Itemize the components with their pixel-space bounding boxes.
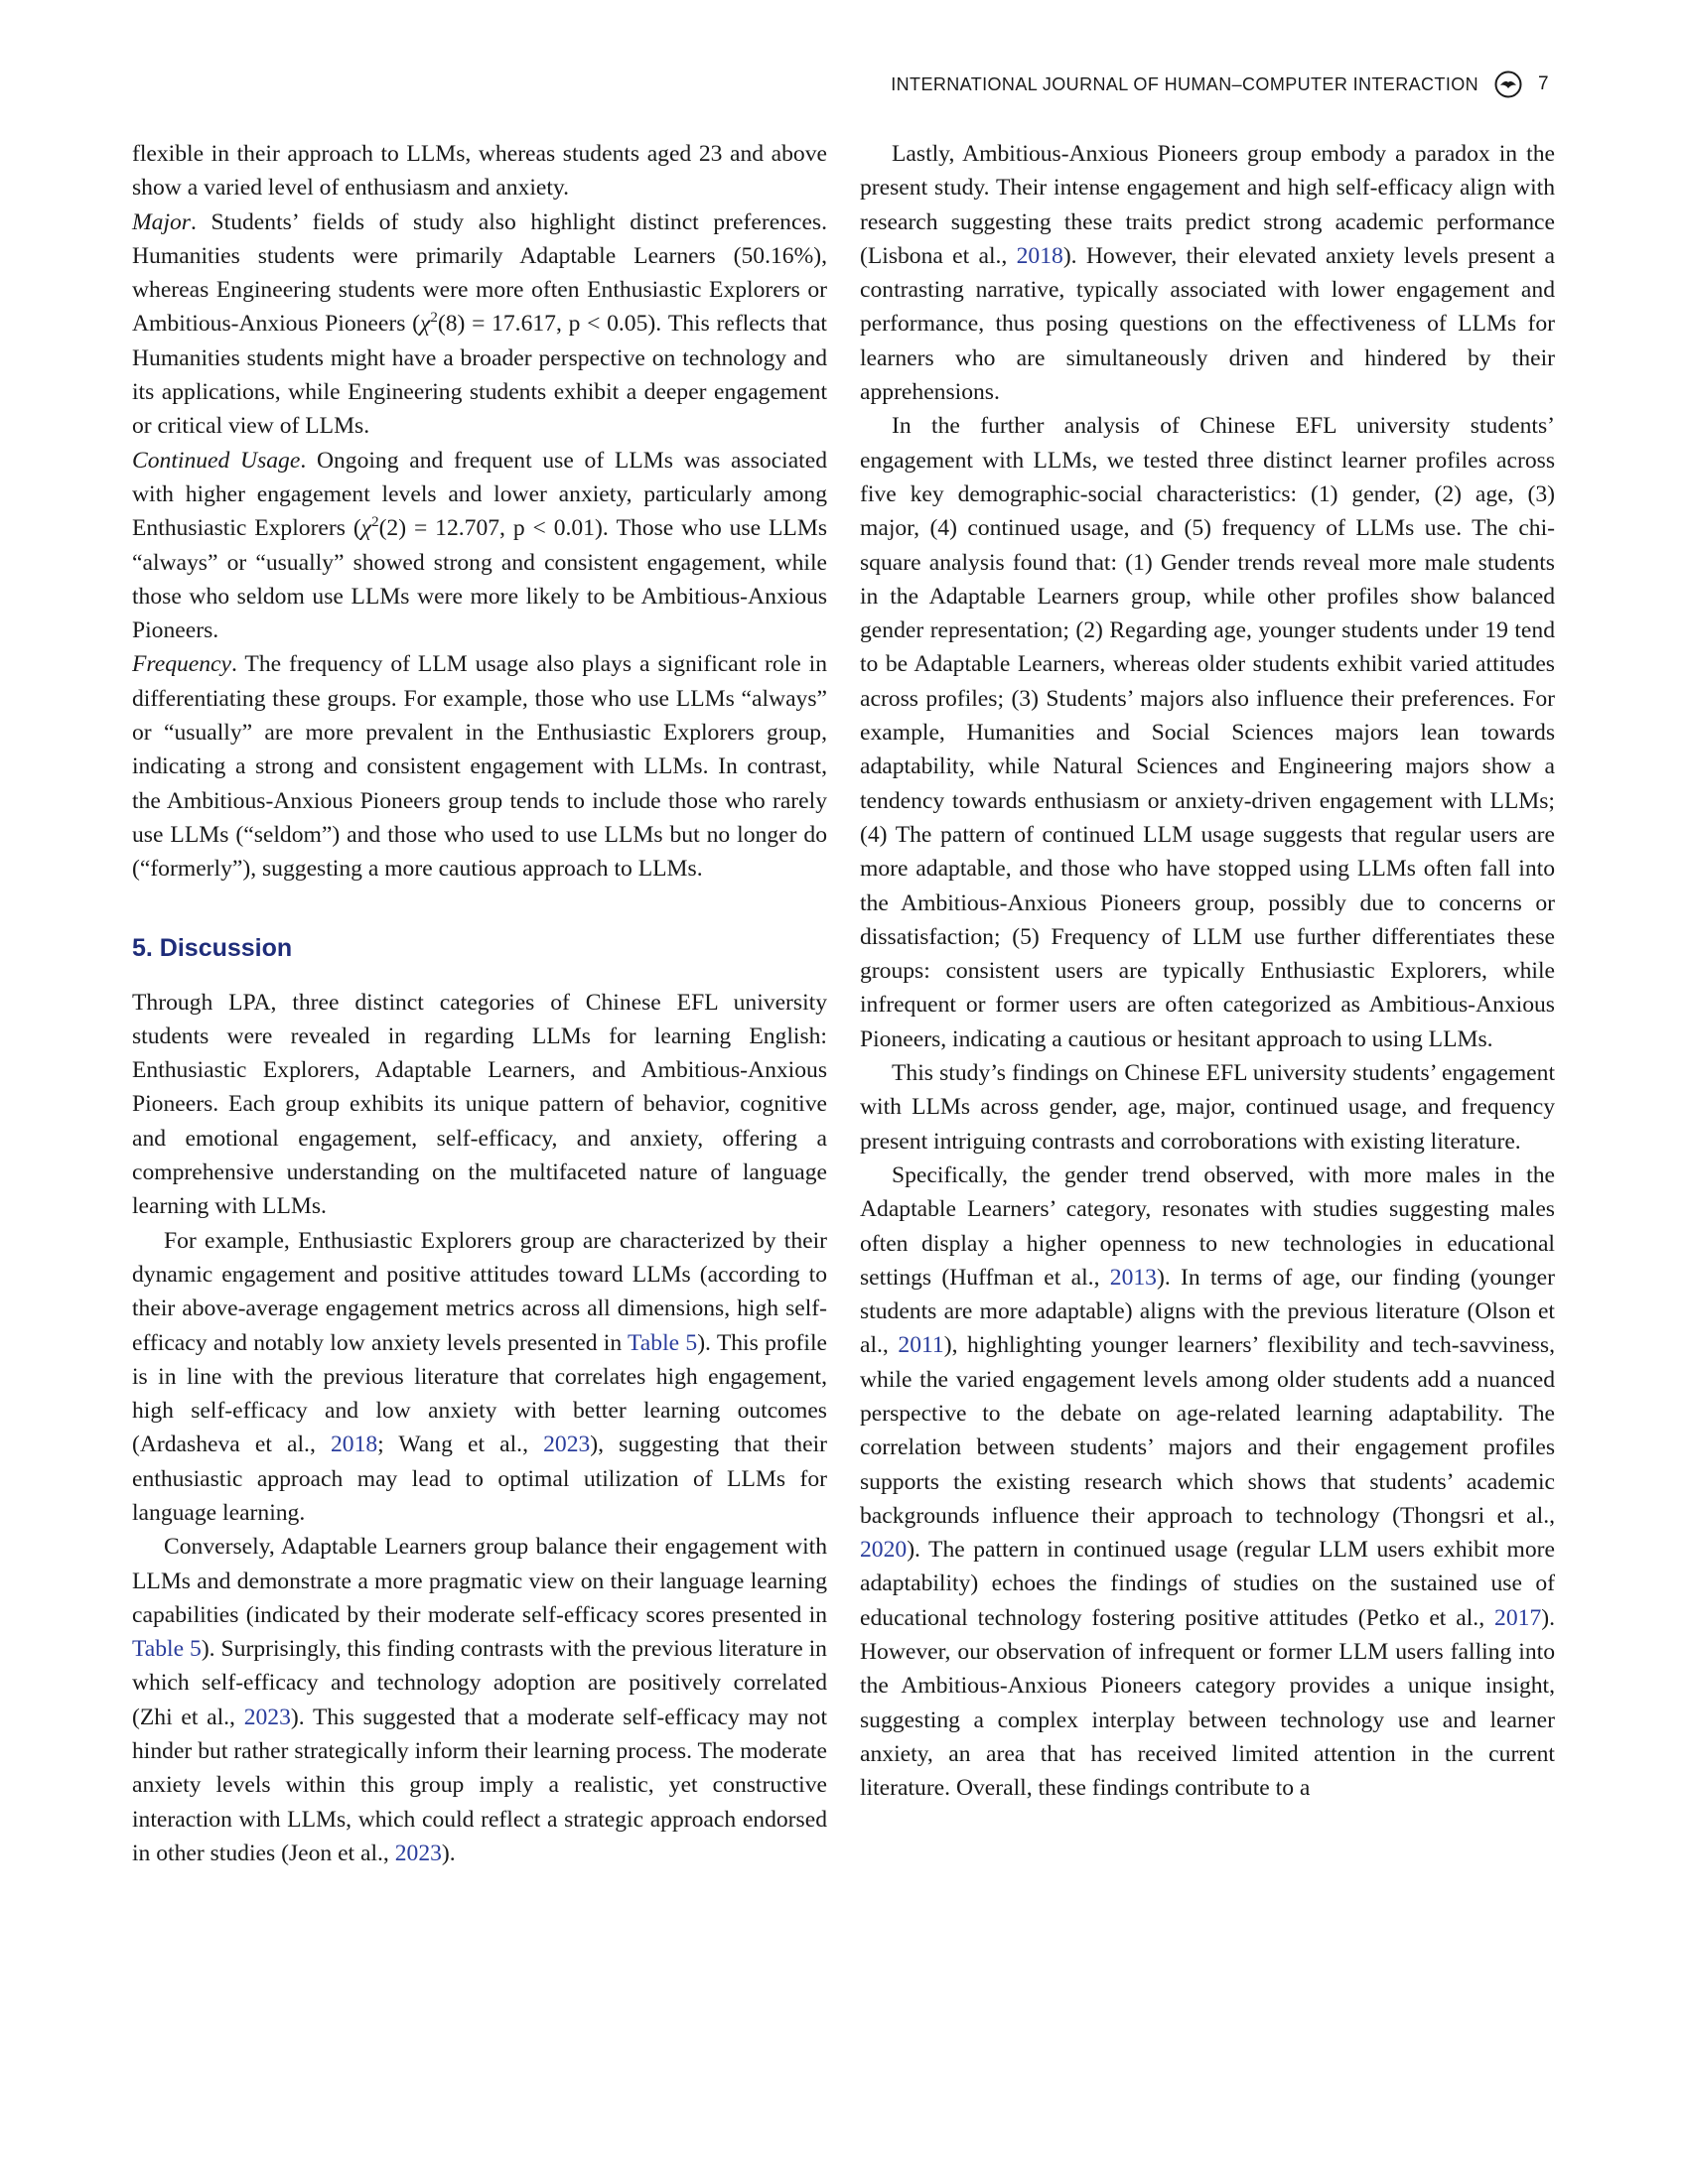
paragraph-findings (860, 1056, 1555, 1159)
citation-link[interactable]: 2017 (1494, 1604, 1542, 1631)
chi-symbol: χ (419, 311, 431, 338)
citation-link[interactable]: 2018 (330, 1432, 378, 1458)
citation-link[interactable]: 2023 (394, 1840, 442, 1866)
paragraph-text: For example, Enthusiastic Explorers group are characterized by their dynamic engagement and positive attitudes toward LLMs (according to their above-average engagement metrics across all dimensions, high self-efficacy and notably low anxiety levels presented in (132, 1227, 827, 1356)
table-reference-link[interactable]: Table 5 (132, 1636, 202, 1663)
paragraph-text: ; Wang et al., (377, 1432, 544, 1458)
paragraph-discussion-2 (132, 1224, 827, 1531)
chi-symbol: χ (360, 515, 372, 542)
paragraph-text: ). This profile is in line with the previous literature that correlates high engagement, high self-efficacy and low anxiety with better learning outcomes (Ardasheva et al., (132, 1329, 827, 1458)
paragraph-pioneers (860, 137, 1555, 409)
journal-title: INTERNATIONAL JOURNAL OF HUMAN–COMPUTER INTERACTION (891, 73, 1479, 94)
paragraph-frequency (132, 647, 827, 886)
table-reference-link[interactable]: Table 5 (628, 1329, 698, 1356)
paragraph-text: ). The pattern in continued usage (regular LLM users exhibit more adaptability) echoes the findings of studies on the sustained use of educational technology fostering positive attitudes (Petko et al., (860, 1537, 1555, 1631)
running-head (891, 69, 1549, 99)
paragraph-text: ), suggesting that their enthusiastic approach may lead to optimal utilization of LLMs for language learning. (132, 1432, 827, 1526)
page-number: 7 (1538, 73, 1549, 94)
left-column (132, 137, 827, 1870)
paragraph-text: ). This suggested that a moderate self-efficacy may not hinder but rather strategically inform their learning process. The moderate anxiety levels within this group imply a realistic, yet constructive interaction with LLMs, which could reflect a strategic approach endorsed in other studies (Jeon et al., (132, 1704, 827, 1866)
paragraph-further-analysis (860, 409, 1555, 1056)
paragraph-text: Conversely, Adaptable Learners group balance their engagement with LLMs and demonstrate a more pragmatic view on their language learning capabilities (indicated by their moderate self-efficacy scores presented in (132, 1534, 827, 1628)
chi-square-stat: (8) = 17.617, p < 0.05 (437, 311, 648, 338)
citation-link[interactable]: 2011 (898, 1332, 944, 1359)
right-column (860, 137, 1555, 1806)
citation-link[interactable]: 2018 (1016, 242, 1063, 269)
superscript-2: 2 (430, 310, 438, 327)
paragraph-discussion-1 (132, 986, 827, 1224)
paragraph-text: . Ongoing and frequent use of LLMs was associated with higher engagement levels and lower anxiety, particularly among Enthusiastic Explorers ( (132, 447, 827, 542)
paragraph-continued-usage (132, 444, 827, 648)
paragraph-specifically (860, 1159, 1555, 1806)
paragraph-text: ), highlighting younger learners’ flexibility and tech-savviness, while the varied engagement levels among older students add a nuanced perspective to the debate on age-related learning adaptability. The correlation between students’ majors and their engagement profiles supports the existing research which shows that students’ academic backgrounds influence their approach to technology (Thongsri et al., (860, 1332, 1555, 1529)
paragraph-text: ). Surprisingly, this finding contrasts with the previous literature in which self-efficacy and technology adoption are positively correlated (Zhi et al., (132, 1636, 827, 1730)
paragraph-major (132, 205, 827, 444)
paragraph-discussion-3 (132, 1530, 827, 1870)
paragraph-age-continued (132, 137, 827, 205)
publisher-logo-icon (1494, 70, 1522, 98)
citation-link[interactable]: 2020 (860, 1537, 908, 1564)
superscript-2: 2 (371, 514, 379, 531)
paragraph-text: flexible in their approach to LLMs, whereas students aged 23 and above show a varied level of enthusiasm and anxiety. (132, 141, 827, 202)
citation-link[interactable]: 2013 (1109, 1264, 1157, 1291)
paragraph-text: ). However, our observation of infrequent or former LLM users falling into the Ambitious-Anxious Pioneers category provides a unique insight, suggesting a complex interplay between technology use and learner anxiety, an area that has received limited attention in the current literature. Overall, these findings contribute to a (860, 1604, 1555, 1802)
runin-heading-usage: Continued Usage (132, 447, 301, 474)
paragraph-text: ). Those who use LLMs “always” or “usually” showed strong and consistent engagement, while those who seldom use LLMs were more likely to be Ambitious-Anxious Pioneers. (132, 515, 827, 644)
runin-heading-frequency: Frequency (132, 651, 231, 678)
paragraph-text: Lastly, Ambitious-Anxious Pioneers group embody a paradox in the present study. Their intense engagement and high self-efficacy align with research suggesting these traits predict strong academic performance (Lisbona et al., (860, 141, 1555, 269)
paragraph-text: ). This reflects that Humanities students might have a broader perspective on technology and its applications, while Engineering students exhibit a deeper engagement or critical view of LLMs. (132, 311, 827, 440)
paragraph-text: ). In terms of age, our finding (younger students are more adaptable) aligns with the previous literature (Olson et al., (860, 1264, 1556, 1359)
section-heading-discussion: 5. Discussion (132, 933, 293, 962)
paragraph-text: . Students’ fields of study also highlight distinct preferences. Humanities students were primarily Adaptable Learners (50.16%), whereas Engineering students were more often Enthusiastic Explorers or Ambitious-Anxious Pioneers ( (132, 208, 827, 338)
citation-link[interactable]: 2023 (543, 1432, 591, 1458)
chi-square-stat: (2) = 12.707, p < 0.01 (378, 515, 595, 542)
paragraph-text: Specifically, the gender trend observed, with more males in the Adaptable Learners’ category, resonates with studies suggesting males often display a higher openness to new technologies in educational settings (Huffman et al., (860, 1161, 1555, 1291)
paragraph-text: In the further analysis of Chinese EFL university students’ engagement with LLMs, we tested three distinct learner profiles across five key demographic-social characteristics: (1) gender, (2) age, (3) major, (4) continued usage, and (5) frequency of LLMs use. The chi-square analysis found that: (1) Gender trends reveal more male students in the Adaptable Learners group, while other profiles show balanced gender representation; (2) Regarding age, younger students under 19 tend to be Adaptable Learners, whereas older students exhibit varied attitudes across profiles; (3) Students’ majors also influence their preferences. For example, Humanities and Social Sciences majors lean towards adaptability, while Natural Sciences and Engineering majors show a tendency towards enthusiasm or anxiety-driven engagement with LLMs; (4) The pattern of continued LLM usage suggests that regular users are more adaptable, and those who have stopped using LLMs often fall into the Ambitious-Anxious Pioneers group, possibly due to concerns or dissatisfaction; (5) Frequency of LLM use further differentiates these groups: consistent users are typically Enthusiastic Explorers, while infrequent or former users are often categorized as Ambitious-Anxious Pioneers, indicating a cautious or hesitant approach to using LLMs. (860, 413, 1555, 1052)
paragraph-text: ). (441, 1840, 456, 1866)
paragraph-text: Through LPA, three distinct categories of Chinese EFL university students were revealed in regarding LLMs for learning English: Enthusiastic Explorers, Adaptable Learners, and Ambitious-Anxious Pioneers. Each group exhibits its unique pattern of behavior, cognitive and emotional engagement, self-efficacy, and anxiety, offering a comprehensive understanding on the multifaceted nature of language learning with LLMs. (132, 989, 827, 1220)
paragraph-text: This study’s findings on Chinese EFL university students’ engagement with LLMs across gender, age, major, continued usage, and frequency present intriguing contrasts and corroborations with existing literature. (860, 1060, 1555, 1155)
paragraph-text: ). However, their elevated anxiety levels present a contrasting narrative, typically associated with lower engagement and performance, thus posing questions on the effectiveness of LLMs for learners who are simultaneously driven and hindered by their apprehensions. (860, 242, 1555, 406)
paragraph-text: . The frequency of LLM usage also plays a significant role in differentiating these groups. For example, those who use LLMs “always” or “usually” are more prevalent in the Enthusiastic Explorers group, indicating a strong and consistent engagement with LLMs. In contrast, the Ambitious-Anxious Pioneers group tends to include those who rarely use LLMs (“seldom”) and those who used to use LLMs but no longer do (“formerly”), suggesting a more cautious approach to LLMs. (132, 651, 827, 883)
runin-heading-major: Major (132, 208, 191, 235)
citation-link[interactable]: 2023 (243, 1704, 291, 1730)
